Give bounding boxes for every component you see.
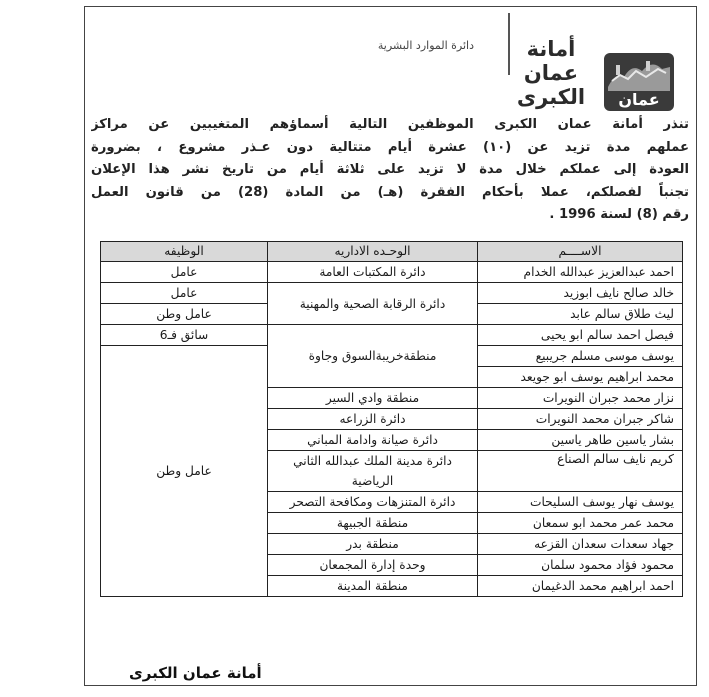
logo-line-3: الكبرى (516, 85, 586, 109)
table-header-row (101, 242, 683, 262)
table-row (101, 325, 683, 346)
department-name: دائرة الموارد البشرية (377, 39, 474, 52)
notice-line: تجنباً لفصلكم، عملا بأحكام الفقرة (هـ) من المادة (28) من قانون العمل (91, 184, 689, 200)
employee-name: ليث طلاق سالم عابد (478, 304, 683, 325)
admin-unit: منطقة المدينة (268, 576, 478, 597)
job-title: عامل وطن (101, 304, 268, 325)
amman-emblem-icon (602, 41, 676, 115)
employee-name: كريم نايف سالم الصناع (478, 451, 683, 492)
employee-name: محمد عمر محمد ابو سمعان (478, 513, 683, 534)
admin-unit: منطقة الجبيهة (268, 513, 478, 534)
logo-line-2: عمان (523, 61, 579, 85)
header-divider (508, 13, 510, 75)
admin-unit: دائرة الرقابة الصحية والمهنية (268, 283, 478, 325)
notice-line: عملهم مدة تزيد عن (١٠) عشرة أيام متتالية دون عـذر مشروع ، بضرورة (91, 139, 689, 155)
admin-unit: دائرة الزراعه (268, 409, 478, 430)
job-title: عامل (101, 283, 268, 304)
admin-unit: وحدة إدارة المجمعان (268, 555, 478, 576)
notice-text (91, 114, 689, 227)
job-title: عامل وطن (101, 346, 268, 597)
logo-line-1: أمانة (526, 37, 576, 61)
admin-unit: دائرة المتنزهات ومكافحة التصحر (268, 492, 478, 513)
table-row (101, 283, 683, 304)
admin-unit: دائرة صيانة وادامة المباني (268, 430, 478, 451)
admin-unit: منطقةخريبةالسوق وجاوة (268, 325, 478, 388)
employee-name: يوسف نهار يوسف السليحات (478, 492, 683, 513)
notice-line: العودة إلى عملكم خلال مدة لا تزيد على ثلاثة أيام من تاريخ نشر هذا الإعلان (91, 162, 689, 178)
column-header-unit: الوحـده الاداريه (268, 242, 478, 262)
employees-table (100, 241, 683, 597)
employee-name: خالد صالح نايف ابوزيد (478, 283, 683, 304)
admin-unit: دائرة المكتبات العامة (268, 262, 478, 283)
employee-name: جهاد سعدات سعدان القزعه (478, 534, 683, 555)
admin-unit: منطقة وادي السير (268, 388, 478, 409)
logo-wordmark (506, 37, 596, 109)
signature: أمانة عمان الكبرى (129, 664, 262, 682)
notice-page (84, 6, 697, 686)
admin-unit: منطقة بدر (268, 534, 478, 555)
employee-name: فيصل احمد سالم ابو يحيى (478, 325, 683, 346)
employee-name: احمد عبدالعزيز عبدالله الخدام (478, 262, 683, 283)
column-header-job: الوظيفه (101, 242, 268, 262)
table-row (101, 262, 683, 283)
job-title: سائق فـ6 (101, 325, 268, 346)
column-header-name: الاســــم (478, 242, 683, 262)
employee-name: احمد ابراهيم محمد الدغيمان (478, 576, 683, 597)
admin-unit: دائرة مدينة الملك عبدالله الثاني الرياضية (268, 451, 478, 492)
employee-name: شاكر جبران محمد النويرات (478, 409, 683, 430)
emblem-label: عمان (618, 90, 660, 109)
employee-name: يوسف موسى مسلم جريبيع (478, 346, 683, 367)
notice-line: تنذر أمانة عمان الكبرى الموظفين التالية أسماؤهم المتغيبين عن مراكز (91, 117, 689, 132)
notice-line: رقم (8) لسنة 1996 . (549, 207, 689, 223)
job-title: عامل (101, 262, 268, 283)
gam-logo (471, 37, 676, 119)
employee-name: نزار محمد جبران النويرات (478, 388, 683, 409)
employee-name: بشار ياسين طاهر ياسين (478, 430, 683, 451)
employee-name: محمد ابراهيم يوسف ابو جويعد (478, 367, 683, 388)
employee-name: محمود فؤاد محمود سلمان (478, 555, 683, 576)
